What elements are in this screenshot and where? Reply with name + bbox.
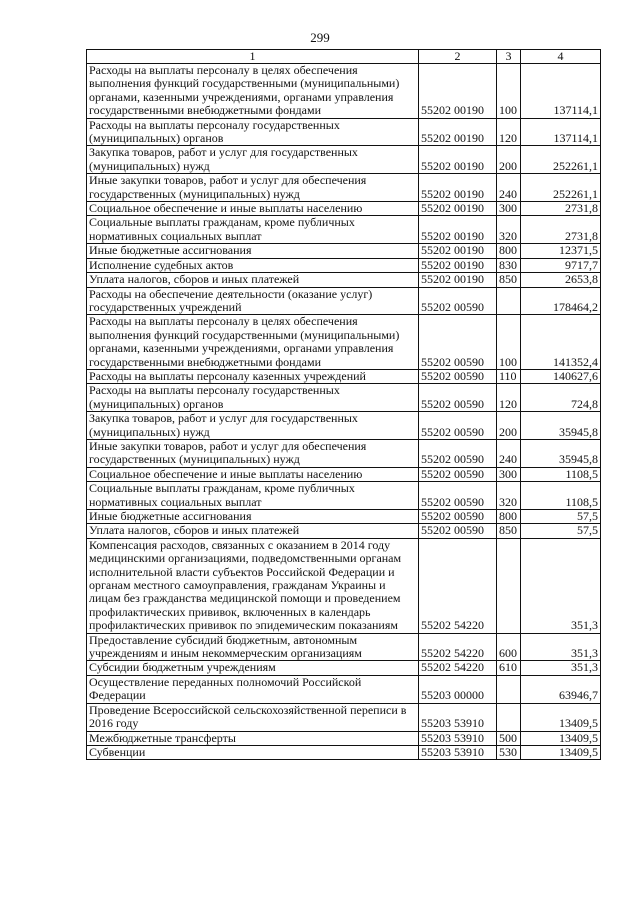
row-code-cell: 55202 00190 <box>419 273 497 287</box>
row-name-cell: Расходы на выплаты персоналу в целях обеспечения выполнения функций государственными (муниципальными) органами, казенными учреждениями, органами управления государственными внебюджетными фондами <box>87 315 419 370</box>
table-row <box>87 731 601 745</box>
row-type-cell: 200 <box>497 412 521 440</box>
row-sum-cell: 2731,8 <box>521 216 601 244</box>
row-name-cell: Субвенции <box>87 745 419 759</box>
budget-table-body <box>87 50 601 760</box>
row-sum-cell: 35945,8 <box>521 412 601 440</box>
row-code-cell: 55202 00590 <box>419 315 497 370</box>
table-row <box>87 174 601 202</box>
table-row <box>87 118 601 146</box>
row-name-cell: Компенсация расходов, связанных с оказанием в 2014 году медицинскими организациями, подведомственными органам исполнительной власти субъектов Российской Федерации и органам местного самоуправления, гражданам Украины и лицам без гражданства медицинской помощи и проведением профилактических прививок, включенных в календарь профилактических прививок по эпидемическим показаниям <box>87 538 419 633</box>
row-code-cell: 55203 53910 <box>419 703 497 731</box>
table-row <box>87 315 601 370</box>
row-sum-cell: 724,8 <box>521 384 601 412</box>
table-row <box>87 482 601 510</box>
table-row <box>87 524 601 538</box>
table-row <box>87 287 601 315</box>
row-name-cell: Проведение Всероссийской сельскохозяйственной переписи в 2016 году <box>87 703 419 731</box>
row-name-cell: Иные закупки товаров, работ и услуг для обеспечения государственных (муниципальных) нужд <box>87 174 419 202</box>
row-code-cell: 55202 54220 <box>419 633 497 661</box>
table-row <box>87 661 601 675</box>
row-name-cell: Исполнение судебных актов <box>87 258 419 272</box>
table-row <box>87 510 601 524</box>
row-sum-cell: 13409,5 <box>521 745 601 759</box>
row-code-cell: 55202 00590 <box>419 467 497 481</box>
table-header-row <box>87 50 601 64</box>
row-name-cell: Осуществление переданных полномочий Российской Федерации <box>87 675 419 703</box>
row-sum-cell: 9717,7 <box>521 258 601 272</box>
row-code-cell: 55202 00190 <box>419 202 497 216</box>
row-sum-cell: 12371,5 <box>521 244 601 258</box>
row-type-cell: 830 <box>497 258 521 272</box>
row-sum-cell: 1108,5 <box>521 467 601 481</box>
row-type-cell: 100 <box>497 315 521 370</box>
table-row <box>87 202 601 216</box>
column-header-name: 1 <box>87 50 419 64</box>
row-code-cell: 55202 00190 <box>419 118 497 146</box>
row-code-cell: 55202 00590 <box>419 384 497 412</box>
table-row <box>87 146 601 174</box>
table-row <box>87 439 601 467</box>
row-sum-cell: 252261,1 <box>521 146 601 174</box>
row-sum-cell: 1108,5 <box>521 482 601 510</box>
column-header-type: 3 <box>497 50 521 64</box>
row-type-cell: 800 <box>497 244 521 258</box>
row-sum-cell: 137114,1 <box>521 64 601 119</box>
row-sum-cell: 140627,6 <box>521 369 601 383</box>
row-sum-cell: 351,3 <box>521 633 601 661</box>
row-name-cell: Социальные выплаты гражданам, кроме публичных нормативных социальных выплат <box>87 482 419 510</box>
row-sum-cell: 2731,8 <box>521 202 601 216</box>
row-sum-cell: 351,3 <box>521 538 601 633</box>
row-code-cell: 55202 54220 <box>419 661 497 675</box>
row-code-cell: 55202 54220 <box>419 538 497 633</box>
page-number: 299 <box>310 30 330 45</box>
row-name-cell: Уплата налогов, сборов и иных платежей <box>87 524 419 538</box>
row-type-cell: 800 <box>497 510 521 524</box>
table-row <box>87 244 601 258</box>
row-code-cell: 55203 53910 <box>419 731 497 745</box>
row-type-cell: 120 <box>497 118 521 146</box>
row-sum-cell: 35945,8 <box>521 439 601 467</box>
row-sum-cell: 137114,1 <box>521 118 601 146</box>
row-name-cell: Иные бюджетные ассигнования <box>87 244 419 258</box>
row-name-cell: Уплата налогов, сборов и иных платежей <box>87 273 419 287</box>
row-sum-cell: 57,5 <box>521 510 601 524</box>
row-sum-cell: 351,3 <box>521 661 601 675</box>
row-sum-cell: 2653,8 <box>521 273 601 287</box>
row-sum-cell: 141352,4 <box>521 315 601 370</box>
row-code-cell: 55202 00190 <box>419 258 497 272</box>
table-row <box>87 538 601 633</box>
row-type-cell: 200 <box>497 146 521 174</box>
row-name-cell: Субсидии бюджетным учреждениям <box>87 661 419 675</box>
row-name-cell: Расходы на выплаты персоналу казенных учреждений <box>87 369 419 383</box>
row-sum-cell: 13409,5 <box>521 703 601 731</box>
row-type-cell: 120 <box>497 384 521 412</box>
row-type-cell: 600 <box>497 633 521 661</box>
row-code-cell: 55202 00590 <box>419 412 497 440</box>
row-code-cell: 55202 00190 <box>419 174 497 202</box>
row-type-cell: 240 <box>497 439 521 467</box>
row-type-cell: 100 <box>497 64 521 119</box>
row-code-cell: 55203 00000 <box>419 675 497 703</box>
row-sum-cell: 57,5 <box>521 524 601 538</box>
row-type-cell: 320 <box>497 482 521 510</box>
table-row <box>87 258 601 272</box>
row-code-cell: 55202 00590 <box>419 369 497 383</box>
row-type-cell: 240 <box>497 174 521 202</box>
row-code-cell: 55202 00190 <box>419 146 497 174</box>
row-name-cell: Закупка товаров, работ и услуг для государственных (муниципальных) нужд <box>87 412 419 440</box>
table-row <box>87 384 601 412</box>
row-type-cell: 530 <box>497 745 521 759</box>
row-name-cell: Социальное обеспечение и иные выплаты населению <box>87 467 419 481</box>
row-type-cell: 850 <box>497 273 521 287</box>
table-row <box>87 675 601 703</box>
row-type-cell: 500 <box>497 731 521 745</box>
row-sum-cell: 178464,2 <box>521 287 601 315</box>
row-type-cell <box>497 287 521 315</box>
row-sum-cell: 63946,7 <box>521 675 601 703</box>
row-code-cell: 55202 00590 <box>419 510 497 524</box>
row-name-cell: Расходы на выплаты персоналу в целях обеспечения выполнения функций государственными (муниципальными) органами, казенными учреждениями, органами управления государственными внебюджетными фондами <box>87 64 419 119</box>
table-row <box>87 703 601 731</box>
table-row <box>87 216 601 244</box>
row-name-cell: Социальное обеспечение и иные выплаты населению <box>87 202 419 216</box>
row-type-cell: 300 <box>497 202 521 216</box>
row-code-cell: 55202 00590 <box>419 287 497 315</box>
row-code-cell: 55203 53910 <box>419 745 497 759</box>
table-row <box>87 745 601 759</box>
row-name-cell: Иные бюджетные ассигнования <box>87 510 419 524</box>
row-type-cell <box>497 538 521 633</box>
row-name-cell: Расходы на обеспечение деятельности (оказание услуг) государственных учреждений <box>87 287 419 315</box>
row-code-cell: 55202 00190 <box>419 216 497 244</box>
row-code-cell: 55202 00590 <box>419 439 497 467</box>
row-name-cell: Расходы на выплаты персоналу государственных (муниципальных) органов <box>87 118 419 146</box>
table-row <box>87 273 601 287</box>
row-code-cell: 55202 00590 <box>419 482 497 510</box>
row-type-cell: 850 <box>497 524 521 538</box>
row-name-cell: Расходы на выплаты персоналу государственных (муниципальных) органов <box>87 384 419 412</box>
column-header-sum: 4 <box>521 50 601 64</box>
row-sum-cell: 13409,5 <box>521 731 601 745</box>
row-name-cell: Социальные выплаты гражданам, кроме публичных нормативных социальных выплат <box>87 216 419 244</box>
row-type-cell: 320 <box>497 216 521 244</box>
row-type-cell: 300 <box>497 467 521 481</box>
column-header-code: 2 <box>419 50 497 64</box>
row-code-cell: 55202 00190 <box>419 244 497 258</box>
table-row <box>87 64 601 119</box>
row-name-cell: Закупка товаров, работ и услуг для государственных (муниципальных) нужд <box>87 146 419 174</box>
row-type-cell: 110 <box>497 369 521 383</box>
row-name-cell: Межбюджетные трансферты <box>87 731 419 745</box>
row-type-cell <box>497 703 521 731</box>
row-type-cell <box>497 675 521 703</box>
table-row <box>87 412 601 440</box>
row-name-cell: Иные закупки товаров, работ и услуг для обеспечения государственных (муниципальных) нужд <box>87 439 419 467</box>
table-row <box>87 369 601 383</box>
row-code-cell: 55202 00590 <box>419 524 497 538</box>
table-row <box>87 467 601 481</box>
row-name-cell: Предоставление субсидий бюджетным, автономным учреждениям и иным некоммерческим организациям <box>87 633 419 661</box>
row-sum-cell: 252261,1 <box>521 174 601 202</box>
row-code-cell: 55202 00190 <box>419 64 497 119</box>
table-row <box>87 633 601 661</box>
row-type-cell: 610 <box>497 661 521 675</box>
budget-table <box>86 49 601 760</box>
